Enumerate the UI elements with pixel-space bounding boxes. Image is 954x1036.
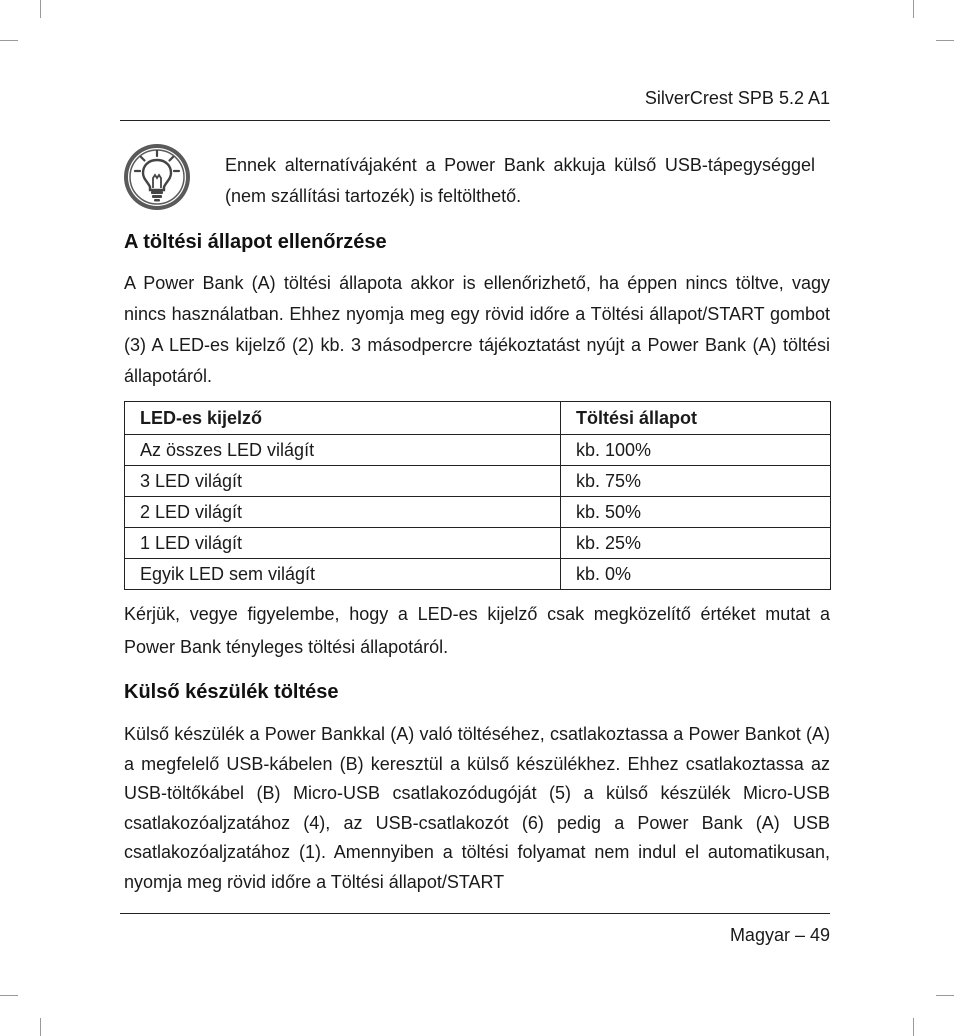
crop-mark <box>40 0 41 18</box>
crop-mark <box>0 40 18 41</box>
charge-status-table <box>124 401 831 590</box>
table-cell: 3 LED világít <box>125 466 561 497</box>
table-row <box>125 528 831 559</box>
table-cell: Egyik LED sem világít <box>125 559 561 590</box>
column-header: Töltési állapot <box>561 402 831 435</box>
footer-page: Magyar – 49 <box>729 925 830 945</box>
section-note: Kérjük, vegye figyelembe, hogy a LED-es kijelző csak megközelítő értéket mutat a Power Bank tényleges töltési állapotáról. <box>124 604 830 657</box>
crop-mark <box>936 995 954 996</box>
table-header-row <box>125 402 831 435</box>
crop-mark <box>0 995 18 996</box>
table-cell: kb. 50% <box>561 497 831 528</box>
lightbulb-icon <box>122 142 192 212</box>
section-heading-charge-status: A töltési állapot ellenőrzése <box>124 231 387 253</box>
table-row <box>125 559 831 590</box>
crop-mark <box>913 1018 914 1036</box>
crop-mark <box>936 40 954 41</box>
table-cell: 1 LED világít <box>125 528 561 559</box>
table-cell: Az összes LED világít <box>125 435 561 466</box>
section-heading-external-charging: Külső készülék töltése <box>124 681 339 703</box>
section-paragraph-charge-status: A Power Bank (A) töltési állapota akkor is ellenőrizhető, ha éppen nincs töltve, vagy nincs használatban. Ehhez nyomja meg egy rövid időre a Töltési állapot/START gombot (3) A LED-es kijelző (2) kb. 3 másodpercre tájékoztatást nyújt a Power Bank (A) töltési állapotáról. <box>124 273 830 386</box>
table-row <box>125 497 831 528</box>
table-cell: kb. 0% <box>561 559 831 590</box>
table-row <box>125 466 831 497</box>
column-header: LED-es kijelző <box>125 402 561 435</box>
crop-mark <box>913 0 914 18</box>
header-product: SilverCrest SPB 5.2 A1 <box>644 88 830 108</box>
section-paragraph-external-charging: Külső készülék a Power Bankkal (A) való töltéséhez, csatlakoztassa a Power Bankot (A) a megfelelő USB-kábelen (B) keresztül a külső készülékhez. Ehhez csatlakoztassa az USB-töltőkábel (B) Micro-USB csatlakozódugóját (5) a külső készülék Micro-USB csatlakozóaljzatához (4), az USB-csatlakozót (6) pedig a Power Bank (A) USB csatlakozóaljzatához (1). Amennyiben a töltési folyamat nem indul el automatikusan, nyomja meg rövid időre a Töltési állapot/START <box>124 724 830 892</box>
footer-rule <box>120 913 830 914</box>
header-rule <box>120 120 830 121</box>
tip-text: Ennek alternatívájaként a Power Bank akkuja külső USB-tápegységgel (nem szállítási tartozék) is feltölthető. <box>225 155 815 206</box>
crop-mark <box>40 1018 41 1036</box>
table-cell: kb. 75% <box>561 466 831 497</box>
table-cell: kb. 25% <box>561 528 831 559</box>
table-cell: 2 LED világít <box>125 497 561 528</box>
table-cell: kb. 100% <box>561 435 831 466</box>
table-row <box>125 435 831 466</box>
